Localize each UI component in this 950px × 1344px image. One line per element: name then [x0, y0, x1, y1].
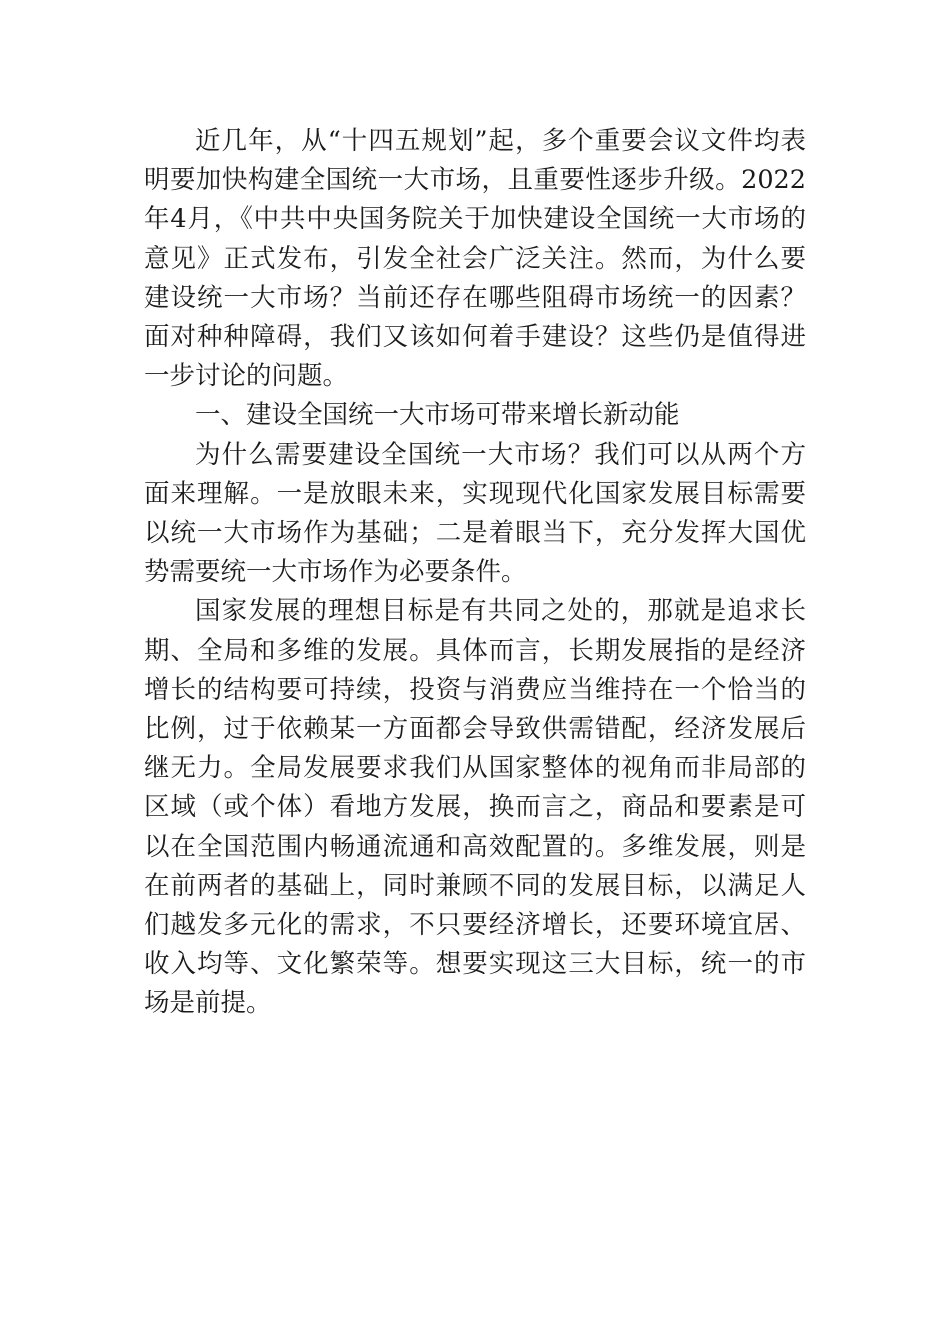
- document-page: [144, 122, 806, 1024]
- body-paragraph-why: 为什么需要建设全国统一大市场？我们可以从两个方面来理解。一是放眼未来，实现现代化国家发展目标需要以统一大市场作为基础；二是着眼当下，充分发挥大国优势需要统一大市场作为必要条件。: [144, 439, 806, 588]
- section-heading: 一、建设全国统一大市场可带来增长新动能: [195, 400, 680, 431]
- intro-paragraph: 近几年，从“十四五规划”起，多个重要会议文件均表明要加快构建全国统一大市场，且重要性逐步升级。2022年4月，《中共中央国务院关于加快建设全国统一大市场的意见》正式发布，引发全社会广泛关注。然而，为什么要建设统一大市场？当前还存在哪些阻碍市场统一的因素？面对种种障碍，我们又该如何着手建设？这些仍是值得进一步讨论的问题。: [144, 126, 806, 392]
- body-paragraph-goals: 国家发展的理想目标是有共同之处的，那就是追求长期、全局和多维的发展。具体而言，长期发展指的是经济增长的结构要可持续，投资与消费应当维持在一个恰当的比例，过于依赖某一方面都会导致供需错配，经济发展后继无力。全局发展要求我们从国家整体的视角而非局部的区域（或个体）看地方发展，换而言之，商品和要素是可以在全国范围内畅通流通和高效配置的。多维发展，则是在前两者的基础上，同时兼顾不同的发展目标，以满足人们越发多元化的需求，不只要经济增长，还要环境宜居、收入均等、文化繁荣等。想要实现这三大目标，统一的市场是前提。: [144, 596, 806, 1019]
